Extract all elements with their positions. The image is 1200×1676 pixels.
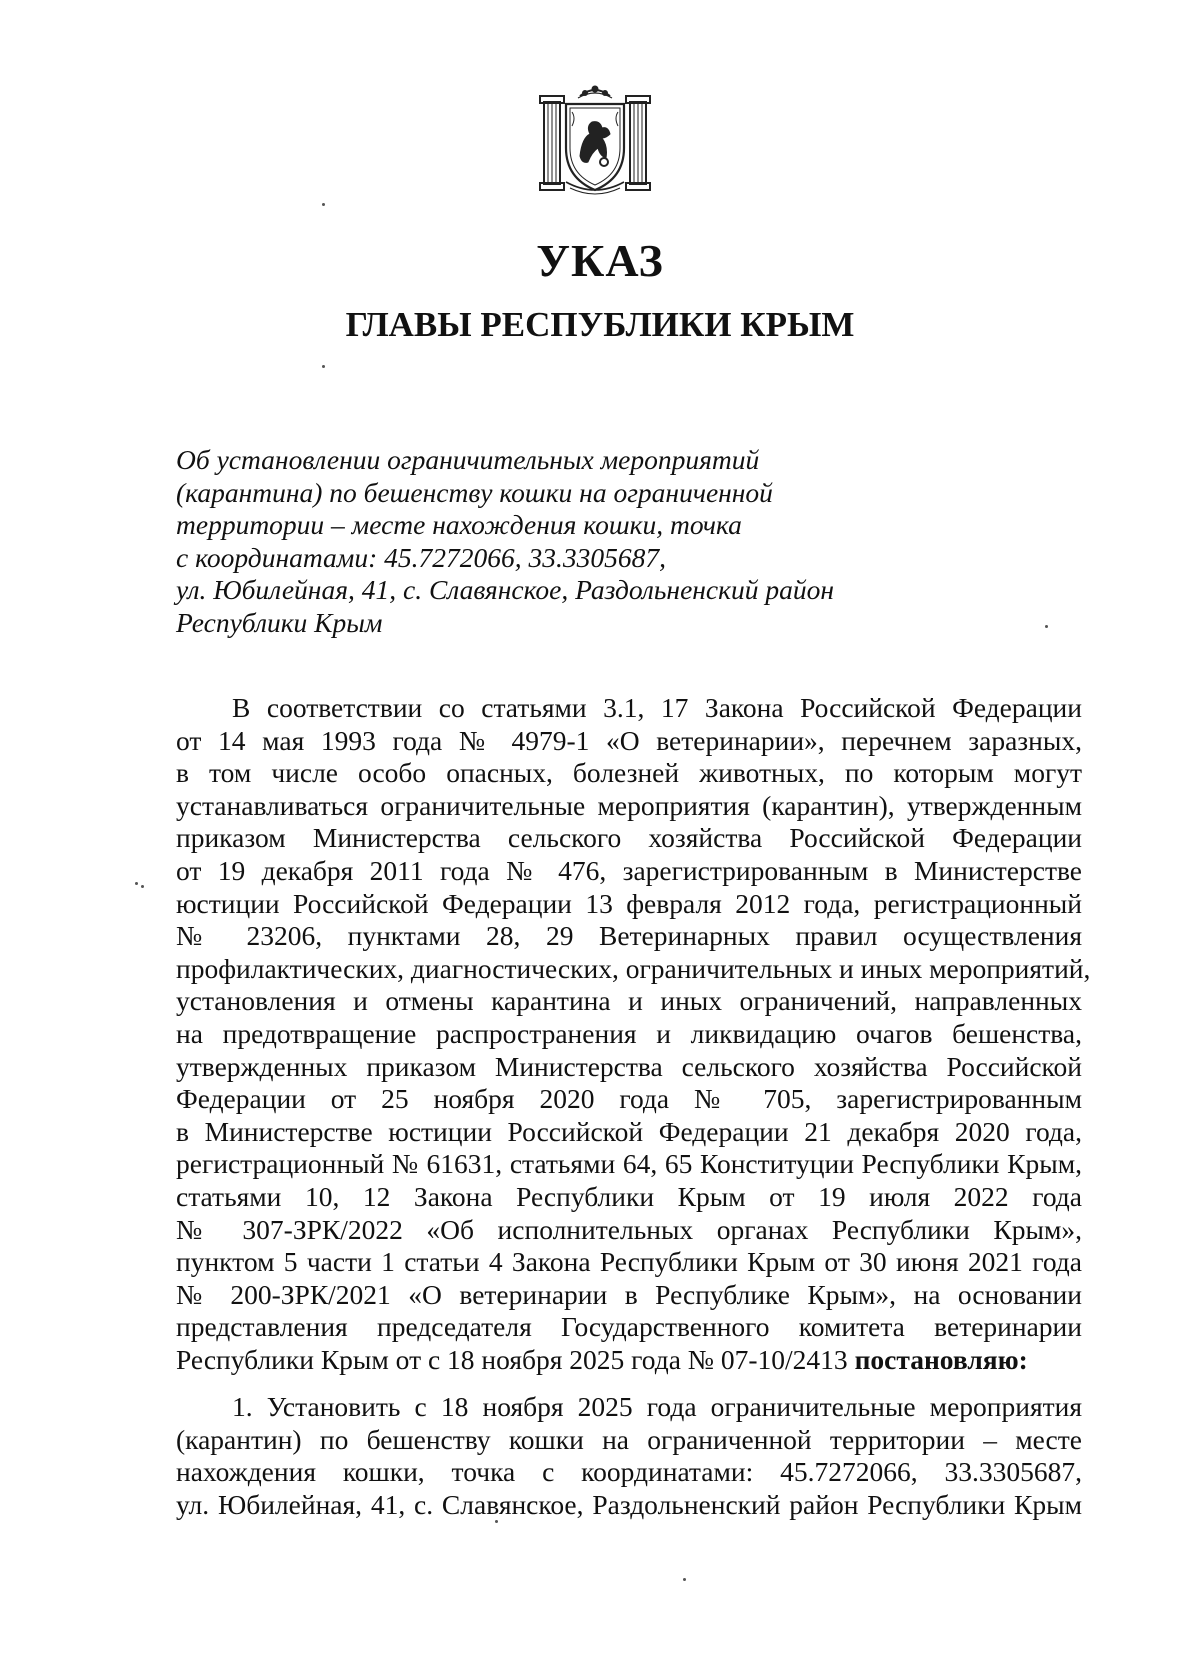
preamble-line: утвержденных приказом Министерства сельского хозяйства Российской: [176, 1050, 1082, 1082]
subject-line: ул. Юбилейная, 41, с. Славянское, Раздольненский район: [176, 574, 835, 606]
preamble-line: № 23206, пунктами 28, 29 Ветеринарных правил осуществления: [176, 920, 1082, 952]
preamble-last-line: [176, 1344, 1082, 1377]
preamble-line: установления и отмены карантина и иных ограничений, направленных: [176, 985, 1082, 1017]
preamble-line: пунктом 5 части 1 статьи 4 Закона Республики Крым от 30 июня 2021 года: [176, 1246, 1082, 1278]
document-title: УКАЗ: [536, 235, 664, 286]
item-1-line: нахождения кошки, точка с координатами: 45.7272066, 33.3305687,: [176, 1456, 1082, 1488]
item-1-line: 1. Установить с 18 ноября 2025 года ограничительные мероприятия: [232, 1391, 1082, 1422]
subject-line: Республики Крым: [176, 606, 383, 638]
scan-speck: [135, 882, 138, 885]
preamble-line: приказом Министерства сельского хозяйства Российской Федерации: [176, 822, 1082, 854]
preamble-line: устанавливаться ограничительные мероприятия (карантин), утвержденным: [176, 789, 1082, 821]
decree-word: постановляю:: [854, 1343, 1028, 1375]
preamble-line: от 14 мая 1993 года № 4979-1 «О ветеринарии», перечнем заразных,: [176, 724, 1082, 756]
preamble-line: статьями 10, 12 Закона Республики Крым от 19 июля 2022 года: [176, 1180, 1082, 1212]
preamble-line: от 19 декабря 2011 года № 476, зарегистрированным в Министерстве: [176, 854, 1082, 886]
scan-speck: [141, 885, 144, 888]
scan-speck: [322, 365, 325, 368]
subject-line: территории – месте нахождения кошки, точка: [176, 509, 742, 541]
scan-speck: [322, 203, 325, 206]
preamble-paragraph: [176, 692, 1091, 1376]
scan-speck: [1045, 625, 1048, 628]
preamble-line: регистрационный № 61631, статьями 64, 65 Конституции Республики Крым,: [176, 1148, 1082, 1180]
coat-of-arms-icon: [536, 82, 654, 198]
subject-line: с координатами: 45.7272066, 33.3305687,: [176, 541, 666, 573]
preamble-line-text: Республики Крым от с 18 ноября 2025 года № 07-10/2413: [176, 1343, 848, 1375]
preamble-line: № 307-ЗРК/2022 «Об исполнительных органах Республики Крым»,: [176, 1213, 1082, 1245]
preamble-line: профилактических, диагностических, ограничительных и иных мероприятий,: [176, 952, 1091, 984]
document-subtitle: ГЛАВЫ РЕСПУБЛИКИ КРЫМ: [345, 305, 855, 344]
decree-subject: [176, 444, 876, 640]
preamble-line: в том числе особо опасных, болезней животных, по которым могут: [176, 757, 1082, 789]
preamble-line: № 200-ЗРК/2021 «О ветеринарии в Республике Крым», на основании: [176, 1278, 1082, 1310]
preamble-line: юстиции Российской Федерации 13 февраля 2012 года, регистрационный: [176, 887, 1082, 919]
scan-speck: [495, 1520, 498, 1523]
preamble-line: в Министерстве юстиции Российской Федерации 21 декабря 2020 года,: [176, 1115, 1082, 1147]
subject-line: Об установлении ограничительных мероприятий: [176, 444, 760, 475]
item-1-line: ул. Юбилейная, 41, с. Славянское, Раздольненский район Республики Крым: [176, 1488, 1082, 1520]
item-1-paragraph: [176, 1391, 1082, 1521]
subject-line: (карантина) по бешенству кошки на ограниченной: [176, 476, 773, 508]
item-1-line: (карантин) по бешенству кошки на ограниченной территории – месте: [176, 1423, 1082, 1455]
preamble-line: В соответствии со статьями 3.1, 17 Закона Российской Федерации: [232, 692, 1082, 723]
preamble-line: представления председателя Государственного комитета ветеринарии: [176, 1311, 1082, 1343]
preamble-line: на предотвращение распространения и ликвидацию очагов бешенства,: [176, 1017, 1082, 1049]
preamble-line: Федерации от 25 ноября 2020 года № 705, зарегистрированным: [176, 1083, 1082, 1115]
scan-speck: [683, 1578, 686, 1581]
